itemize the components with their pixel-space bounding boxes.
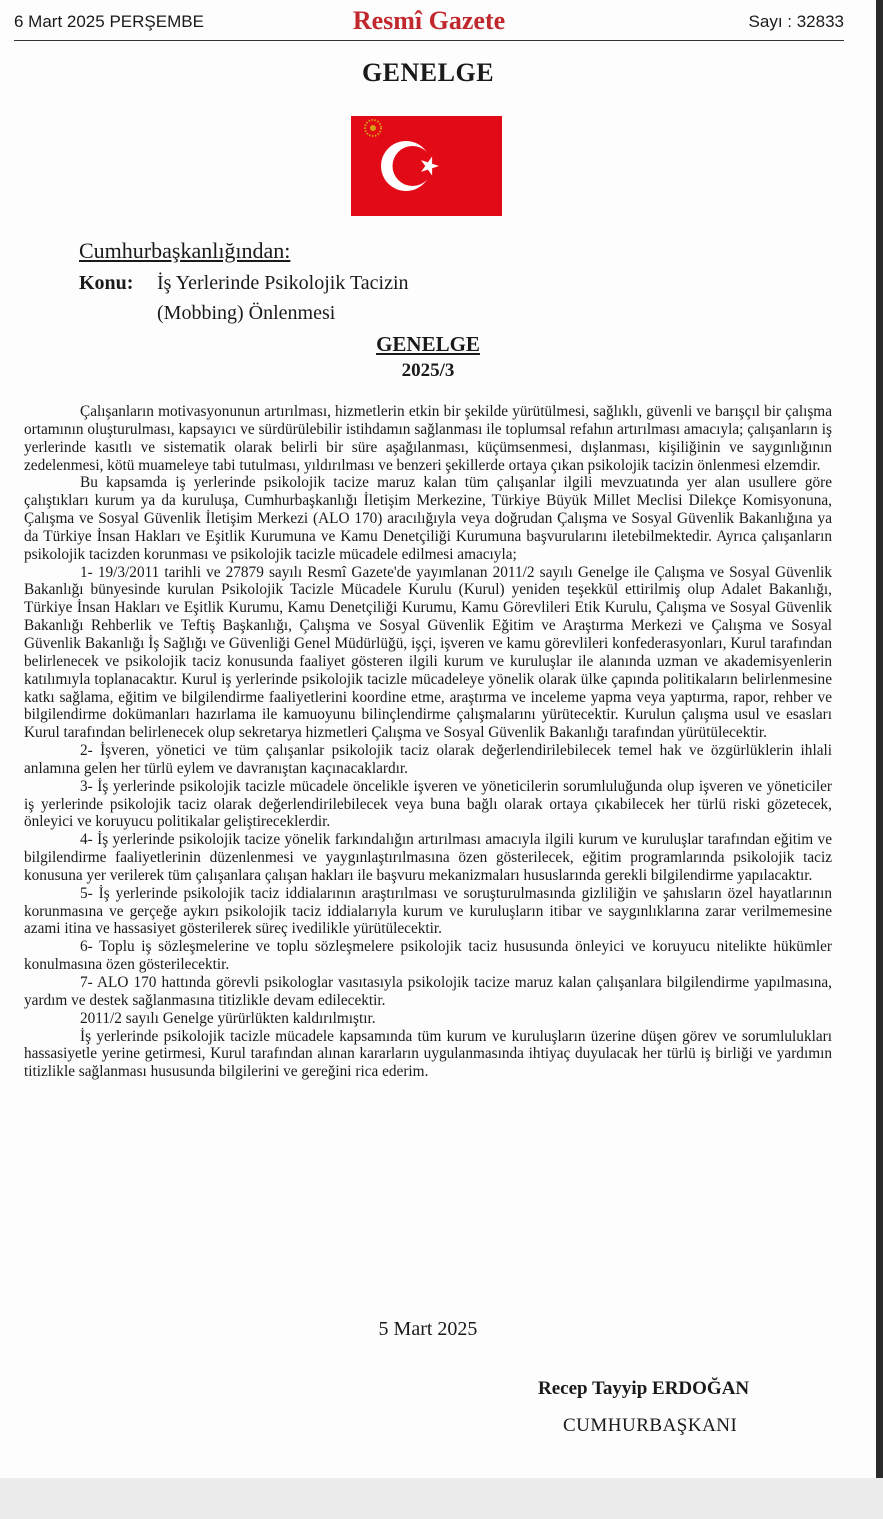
paragraph: Çalışanların motivasyonunun artırılması, hizmetlerin etkin bir şekilde yürütülmesi, sağlıklı, güvenli ve barışçıl bir çalışma ortamının oluşturulması, kapsayıcı ve sürdürülebilir istihdamın sağlanması ile toplumsal refahın artırılması amacıyla; çalışanların iş yerlerinde kasıtlı ve sistematik olarak belirli bir süre aşağılanması, küçümsenmesi, dışlanması, kişiliğinin ve saygınlığının zedelenmesi, kötü muameleye tabi tutulması, yıldırılması ve benzeri şekillerde ortaya çıkan psikolojik tacizin önlenmesi elzemdir. [24,403,832,474]
subject-block [79,268,409,328]
signatory-name: Recep Tayyip ERDOĞAN [538,1378,750,1399]
issuing-authority: Cumhurbaşkanlığından: [79,238,291,263]
paragraph: 4- İş yerlerinde psikolojik tacize yönelik farkındalığın artırılması amacıyla ilgili kurum ve kuruluşlar tarafından eğitim ve bilgilendirme faaliyetlerinin düzenlenmesi ve yaygınlaştırılmasına özen gösterilecek, eğitim programlarında psikolojik taciz konusuna yer verilerek tüm çalışanlara çalışan hakları ile başvuru mekanizmaları hususlarında gerekli bilgilendirme yapılacaktır. [24,831,832,884]
page-edge [876,0,883,1478]
circular-title: GENELGE [376,332,480,356]
paragraph: 7- ALO 170 hattında görevli psikologlar vasıtasıyla psikolojik tacize maruz kalan çalışanlara bilgilendirme yapılmasına, yardım ve destek sağlanmasına titizlikle devam edilecektir. [24,974,832,1009]
paragraph: 5- İş yerlerinde psikolojik taciz iddialarının araştırılması ve soruşturulmasında gizliliğin ve şahısların özel hayatlarının korunmasına ve gerçeğe aykırı psikolojik taciz iddialarıyla kurum ve kuruluşların itibar ve saygınlıklarına zarar verilmemesine azami itina ve hassasiyet gösterilerek süreç ivedilikle yürütülecektir. [24,884,832,938]
paragraph: İş yerlerinde psikolojik tacizle mücadele kapsamında tüm kurum ve kuruluşların üzerine düşen görev ve sorumlulukları hassasiyetle yerine getirmesi, Kurul tarafından alınan kararların uygulanmasında ihtiyaç duyulacak her türlü iş birliği ve yardımın titizlikle sağlanması hususunda bilgilerini ve gereğini rica ederim. [24,1027,832,1081]
paragraph: 3- İş yerlerinde psikolojik tacizle mücadele öncelikle işveren ve yöneticilerin sorumluluğunda olup işveren ve yöneticiler iş yerlerinde psikolojik taciz olarak değerlendirilebilecek veya buna bağlı olarak ortaya çıkabilecek her türlü riski gözetecek, önleyici ve koruyucu politikalar geliştireceklerdir. [24,777,832,831]
paragraph: 6- Toplu iş sözleşmelerine ve toplu sözleşmelere psikolojik taciz hususunda önleyici ve koruyucu nitelikte hükümler konulmasına özen gösterilecektir. [24,938,832,974]
gazette-title: Resmî Gazete [352,6,506,35]
signatory-title: CUMHURBAŞKANI [563,1415,738,1436]
circular-number: 2025/3 [401,360,455,381]
signature-date: 5 Mart 2025 [378,1318,478,1340]
subject-line-2: (Mobbing) Önlenmesi [157,302,336,324]
paragraph: 1- 19/3/2011 tarihli ve 27879 sayılı Resmî Gazete'de yayımlanan 2011/2 sayılı Genelge ile Çalışma ve Sosyal Güvenlik Bakanlığı bünyesinde kurulan Psikolojik Tacizle Mücadele Kurulu (Kurul) yeniden teşekkül ettirilmiş olup Adalet Bakanlığı, Türkiye İnsan Hakları ve Eşitlik Kurumu, Kamu Denetçiliği Kurumu, Kamu Görevlileri Etik Kurulu, Çalışma ve Sosyal Güvenlik Bakanlığı Rehberlik ve Teftiş Başkanlığı, Çalışma ve Sosyal Güvenlik Eğitim ve Araştırma Merkezi ve Çalışma ve Sosyal Güvenlik Bakanlığı İş Sağlığı ve Güvenliği Genel Müdürlüğü, işçi, işveren ve kamu görevlileri konfederasyonları, Kurul tarafından belirlenecek ve psikolojik taciz konusunda faaliyet gösteren ilgili kurum ve kuruluşlar ile alanında uzman ve akademisyenlerin katılımıyla toplanacaktır. Kurul iş yerlerinde psikolojik tacizle mücadeleye yönelik olarak ülke çapında politikaların belirlenmesine katkı sağlama, eğitim ve bilgilendirme faaliyetlerini koordine etme, araştırma ve inceleme yapma veya yaptırma, rapor, rehber ve bilgilendirme dokümanları hazırlama ile kamuoyunu bilinçlendirme çalışmalarını yürütecektir. Kurulun çalışma usul ve esasları Kurul tarafından belirlenecek olup sekretarya hizmetleri Çalışma ve Sosyal Güvenlik Bakanlığı tarafından yürütülecektir. [24,563,832,742]
issue-number: Sayı : 32833 [748,12,844,31]
turkish-flag-icon [351,116,502,216]
paragraph: 2- İşveren, yönetici ve tüm çalışanlar psikolojik taciz olarak değerlendirilebilecek temel hak ve özgürlüklerin ihlali anlamına gelen her türlü eylem ve davranıştan kaçınacaklardır. [24,742,832,777]
document-type: GENELGE [361,58,495,87]
subject-line-1: İş Yerlerinde Psikolojik Tacizin [157,272,409,294]
paragraph: Bu kapsamda iş yerlerinde psikolojik tacize maruz kalan tüm çalışanlar ilgili mevzuatında yer alan usullere göre çalıştıkları kurum ya da kuruluşa, Cumhurbaşkanlığı İletişim Merkezine, Türkiye Büyük Millet Meclisi Dilekçe Komisyonuna, Çalışma ve Sosyal Güvenlik İletişim Merkezi (ALO 170) aracılığıyla veya doğrudan Çalışma ve Sosyal Güvenlik Bakanlığına ya da Türkiye İnsan Hakları ve Eşitlik Kurumuna ve Kamu Denetçiliği Kurumuna başvurularını iletebilmektedir. Ayrıca çalışanların psikolojik tacizden korunması ve psikolojik tacizle mücadele edilmesi amacıyla; [24,474,832,563]
subject-label: Konu: [79,272,134,294]
circular-body [24,403,832,1081]
gazette-header [14,8,844,41]
paragraph: 2011/2 sayılı Genelge yürürlükten kaldırılmıştır. [80,1009,376,1027]
header-date: 6 Mart 2025 PERŞEMBE [14,12,204,31]
